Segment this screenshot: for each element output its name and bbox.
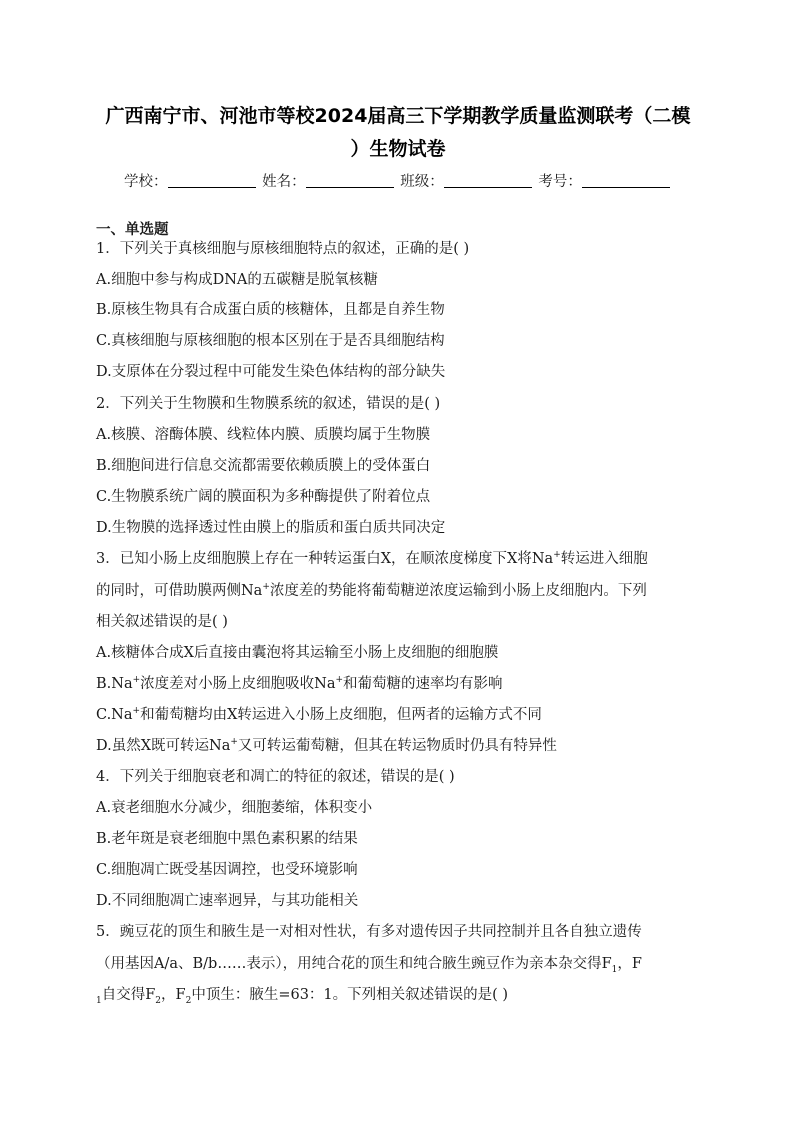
class-blank[interactable] — [444, 173, 532, 188]
exam-title — [96, 100, 700, 166]
question-2-option-b: B.细胞间进行信息交流都需要依赖质膜上的受体蛋白 — [96, 458, 431, 474]
question-4-option-b: B.老年斑是衰老细胞中黑色素积累的结果 — [96, 831, 358, 847]
question-2-option-a: A.核膜、溶酶体膜、线粒体内膜、质膜均属于生物膜 — [96, 427, 431, 443]
question-5-stem-line-3: $_1$自交得$F_2$，$F_2$中顶生：腋生=63：1。下列相关叙述错误的是( ) — [96, 987, 509, 1006]
question-1-option-b: B.原核生物具有合成蛋白质的核糖体，且都是自养生物 — [96, 302, 445, 318]
question-3-stem-line-1: 3．已知小肠上皮细胞膜上存在一种转运蛋白X，在顺浓度梯度下X将Na+转运进入细胞 — [96, 550, 648, 567]
exam-number-label: 考号： — [538, 174, 582, 190]
exam-number-blank[interactable] — [582, 173, 670, 188]
section-heading: 一、单选题 — [96, 222, 169, 238]
question-3-option-a: A.核糖体合成X后直接由囊泡将其运输至小肠上皮细胞的细胞膜 — [96, 645, 499, 661]
question-2-option-d: D.生物膜的选择透过性由膜上的脂质和蛋白质共同决定 — [96, 520, 446, 536]
name-label: 姓名： — [262, 174, 306, 190]
question-3-option-c: C.Na+和葡萄糖均由X转运进入小肠上皮细胞，但两者的运输方式不同 — [96, 706, 542, 723]
class-label: 班级： — [400, 174, 444, 190]
question-3-option-d: D.虽然X既可转运Na+又可转运葡萄糖，但其在转运物质时仍具有特异性 — [96, 737, 557, 754]
question-1-stem: 1．下列关于真核细胞与原核细胞特点的叙述，正确的是( ) — [96, 241, 470, 257]
title-line-2: ）生物试卷 — [350, 138, 446, 160]
school-label: 学校： — [124, 174, 168, 190]
question-5-stem-line-2: （用基因A/a、B/b……表示），用纯合花的顶生和纯合腋生豌豆作为亲本杂交得$F_1$，F — [96, 956, 642, 975]
question-3-stem-line-2: 的同时，可借助膜两侧Na+浓度差的势能将葡萄糖逆浓度运输到小肠上皮细胞内。下列 — [96, 582, 647, 599]
question-4-option-d: D.不同细胞凋亡速率迥异，与其功能相关 — [96, 893, 359, 909]
question-4-option-a: A.衰老细胞水分减少，细胞萎缩，体积变小 — [96, 800, 373, 816]
question-4-option-c: C.细胞凋亡既受基因调控，也受环境影响 — [96, 862, 358, 878]
question-4-stem: 4．下列关于细胞衰老和凋亡的特征的叙述，错误的是( ) — [96, 769, 455, 785]
question-2-stem: 2．下列关于生物膜和生物膜系统的叙述，错误的是( ) — [96, 396, 441, 412]
title-line-1: 广西南宁市、河池市等校2024届高三下学期教学质量监测联考（二模 — [105, 105, 691, 127]
question-3-stem-line-3: 相关叙述错误的是( ) — [96, 614, 228, 630]
question-5-stem-line-1: 5．豌豆花的顶生和腋生是一对相对性状，有多对遗传因子共同控制并且各自独立遗传 — [96, 924, 642, 940]
question-1-option-d: D.支原体在分裂过程中可能发生染色体结构的部分缺失 — [96, 364, 446, 380]
student-info-row — [124, 170, 672, 191]
name-blank[interactable] — [306, 173, 394, 188]
question-1-option-c: C.真核细胞与原核细胞的根本区别在于是否具细胞结构 — [96, 333, 445, 349]
school-blank[interactable] — [168, 173, 256, 188]
question-3-option-b: B.Na+浓度差对小肠上皮细胞吸收Na+和葡萄糖的速率均有影响 — [96, 675, 503, 692]
question-1-option-a: A.细胞中参与构成DNA的五碳糖是脱氧核糖 — [96, 272, 378, 288]
question-2-option-c: C.生物膜系统广阔的膜面积为多种酶提供了附着位点 — [96, 489, 431, 505]
